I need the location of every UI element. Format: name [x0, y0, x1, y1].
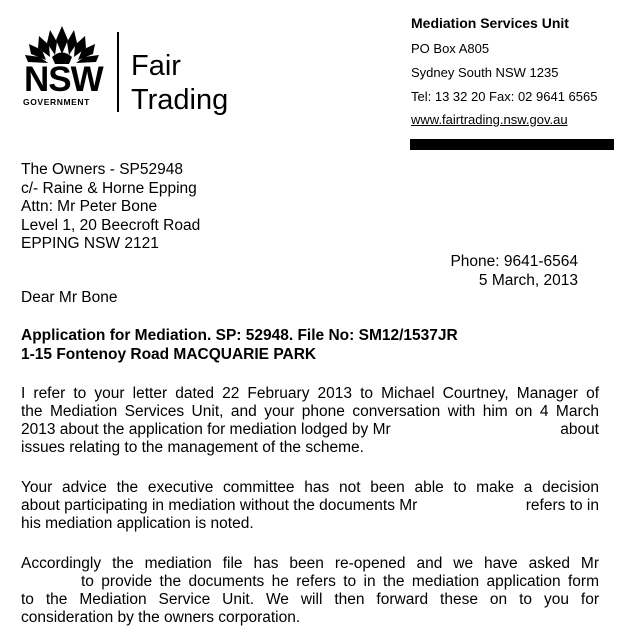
waratah-emblem-icon: [22, 24, 102, 64]
sender-city: Sydney South NSW 1235: [411, 65, 559, 80]
contact-phone: Phone: 9641-6564: [450, 253, 578, 270]
redaction-bar: [410, 139, 614, 150]
paragraph-1-line-3-end: about: [560, 421, 599, 438]
logo-nsw-text: NSW: [24, 60, 103, 99]
paragraph-3-line-1: Accordingly the mediation file has been re-opened and we have asked Mr: [21, 555, 599, 572]
paragraph-2-line-2-start: about participating in mediation without the documents Mr: [21, 497, 418, 514]
subject-line-2: 1-15 Fontenoy Road MACQUARIE PARK: [21, 346, 317, 363]
paragraph-3-line-3: to the Mediation Service Unit. We will then forward these on to you for: [21, 591, 599, 608]
recipient-line-1: The Owners - SP52948: [21, 161, 183, 178]
sender-unit: Mediation Services Unit: [411, 15, 569, 31]
recipient-line-4: Level 1, 20 Beecroft Road: [21, 217, 201, 234]
paragraph-1-line-1: I refer to your letter dated 22 February 2013 to Michael Courtney, Manager of: [21, 385, 599, 402]
salutation: Dear Mr Bone: [21, 289, 118, 306]
paragraph-1-line-3-start: 2013 about the application for mediation lodged by Mr: [21, 421, 391, 438]
paragraph-1: [21, 385, 599, 457]
letter-date: 5 March, 2013: [478, 272, 578, 289]
logo-fair-text: Fair: [131, 50, 181, 82]
recipient-line-3: Attn: Mr Peter Bone: [21, 198, 158, 215]
paragraph-2-line-2-end: refers to in: [525, 497, 599, 514]
subject-line-1: Application for Mediation. SP: 52948. File No: SM12/1537JR: [21, 327, 458, 344]
recipient-line-5: EPPING NSW 2121: [21, 235, 159, 252]
sender-po-box: PO Box A805: [411, 41, 490, 56]
sender-phones: Tel: 13 32 20 Fax: 02 9641 6565: [411, 89, 598, 104]
paragraph-1-line-2: the Mediation Services Unit, and your phone conversation with him on 4 March: [21, 403, 599, 420]
logo-trading-text: Trading: [131, 84, 229, 116]
paragraph-3: [21, 555, 599, 627]
recipient-line-2: c/- Raine & Horne Epping: [21, 180, 197, 197]
logo-government-text: GOVERNMENT: [23, 97, 90, 107]
logo-divider: [117, 32, 119, 112]
paragraph-2: [21, 479, 599, 533]
paragraph-3-line-2: to provide the documents he refers to in the mediation application form: [81, 573, 599, 590]
paragraph-2-line-3: his mediation application is noted.: [21, 515, 254, 532]
paragraph-1-line-3: [21, 421, 599, 439]
paragraph-2-line-2: [21, 497, 599, 515]
paragraph-1-line-4: issues relating to the management of the scheme.: [21, 439, 364, 456]
paragraph-2-line-1: Your advice the executive committee has not been able to make a decision: [21, 479, 599, 496]
sender-website-link[interactable]: www.fairtrading.nsw.gov.au: [411, 112, 568, 127]
paragraph-3-line-4: consideration by the owners corporation.: [21, 609, 301, 626]
